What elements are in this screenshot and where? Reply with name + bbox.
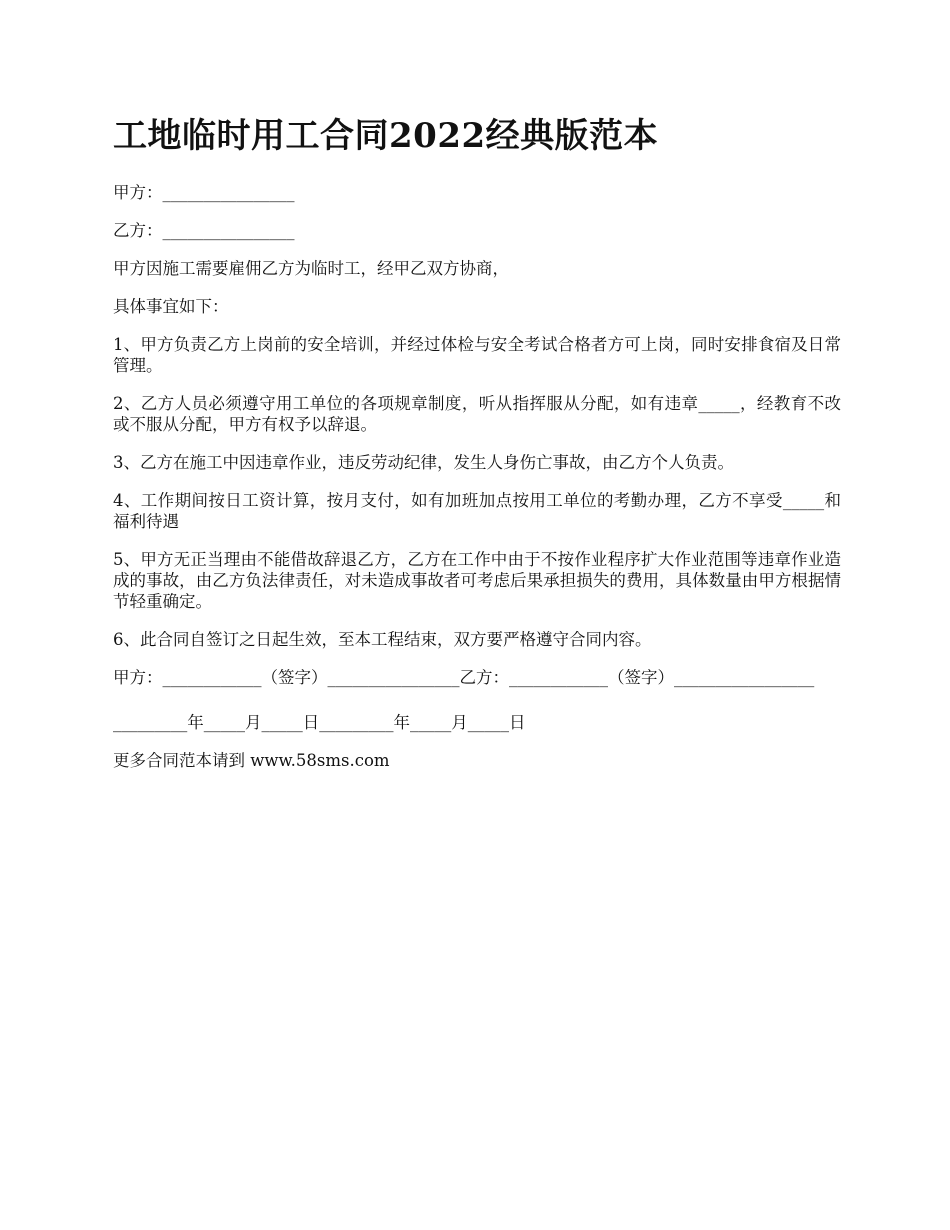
clause-2: 2、乙方人员必须遵守用工单位的各项规章制度，听从指挥服从分配，如有违章_____，经教育不改或不服从分配，甲方有权予以辞退。 (113, 394, 841, 434)
clause-3: 3、乙方在施工中因违章作业，违反劳动纪律，发生人身伤亡事故，由乙方个人负责。 (113, 453, 734, 472)
party-a-line: 甲方：________________ (113, 183, 295, 202)
party-b-line: 乙方：________________ (113, 221, 295, 240)
signature-line: 甲方：____________（签字）________________乙方：____________（签字）_________________ (113, 668, 815, 687)
clause-4: 4、工作期间按日工资计算，按月支付，如有加班加点按用工单位的考勤办理，乙方不享受_____和福利待遇 (113, 491, 841, 531)
details-lead: 具体事宜如下： (113, 297, 229, 316)
date-line: _________年_____月_____日_________年_____月_____日 (113, 713, 526, 732)
footer-note: 更多合同范本请到 www.58sms.com (113, 751, 390, 770)
document-title: 工地临时用工合同2022经典版范本 (113, 116, 659, 156)
clause-1: 1、甲方负责乙方上岗前的安全培训，并经过体检与安全考试合格者方可上岗，同时安排食宿及日常管理。 (113, 335, 841, 375)
clause-5: 5、甲方无正当理由不能借故辞退乙方，乙方在工作中由于不按作业程序扩大作业范围等违章作业造成的事故，由乙方负法律责任，对未造成事故者可考虑后果承担损失的费用，具体数量由甲方根据情节轻重确定。 (113, 550, 841, 611)
clause-6: 6、此合同自签订之日起生效，至本工程结束，双方要严格遵守合同内容。 (113, 630, 652, 649)
intro-paragraph: 甲方因施工需要雇佣乙方为临时工，经甲乙双方协商， (113, 259, 509, 278)
contract-document (113, 112, 841, 788)
